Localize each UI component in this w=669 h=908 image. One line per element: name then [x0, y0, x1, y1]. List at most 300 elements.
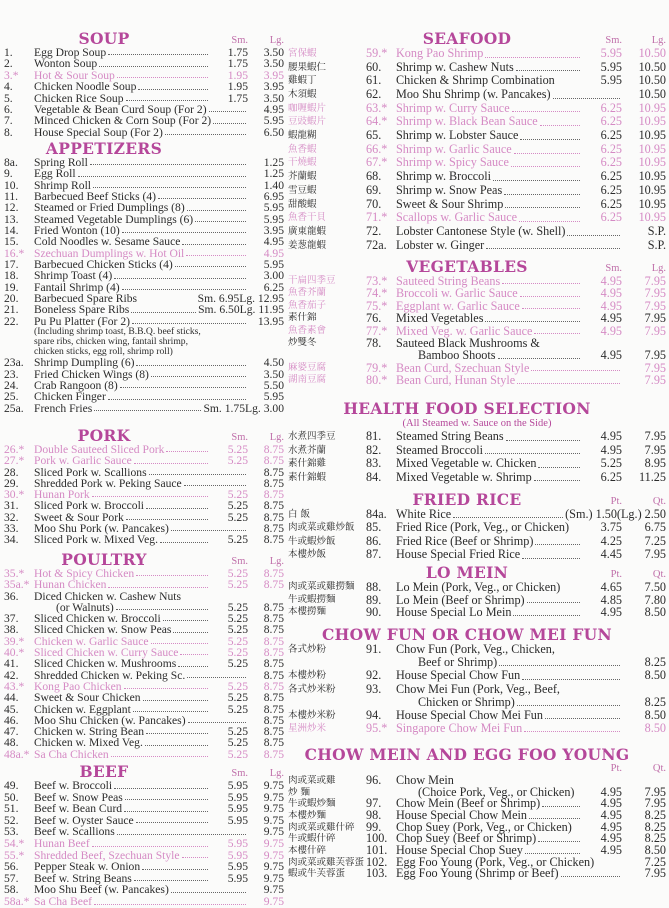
item-name: Barbecued Spare Ribs [34, 292, 138, 306]
price-large: 3.50 [263, 57, 284, 71]
description-line: spare ribs, chicken wing, fantail shrimp, [34, 336, 188, 348]
item-name: Steamed or Fried Dumplings (8) [34, 201, 185, 215]
dot-leader [124, 688, 208, 689]
item-name: Shrimp w. Snow Peas [396, 182, 503, 197]
item-name: Szechuan Dumplings w. Hot Oil [34, 246, 185, 260]
price-large: 7.95 [644, 298, 666, 313]
dot-leader [92, 496, 208, 497]
item-number: 98. [366, 808, 382, 823]
price-small: 5.25 [227, 736, 248, 750]
item-number: 99. [366, 819, 382, 834]
price-large: 5.95 [263, 390, 284, 404]
dot-leader [151, 376, 246, 377]
item-number: 16.* [4, 246, 25, 260]
item-name: Pu Pu Platter (For 2) [34, 314, 130, 328]
section-title: CHOW FUN OR CHOW MEI FUN [322, 625, 612, 644]
price-large: 13.95 [257, 314, 284, 328]
price-large: 3.00 [263, 269, 284, 283]
dot-leader [92, 846, 208, 847]
price-large: 10.50 [638, 87, 666, 102]
dot-leader [171, 530, 246, 531]
price-large: 7.95 [644, 429, 666, 443]
price-small: 4.95 [600, 298, 622, 313]
item-number: 14. [4, 224, 19, 238]
price-large: Lg. 3.00 [245, 401, 284, 415]
item-name: Kong Pao Chicken [34, 679, 122, 693]
menu-item [4, 896, 284, 908]
dot-leader [117, 77, 208, 78]
item-name-continued: Chicken or Shrimp) [418, 694, 515, 709]
price-large: 7.95 [644, 348, 666, 363]
item-name: Egg Foo Young (Shrimp or Beef) [396, 866, 559, 881]
item-name: House Special Lo Mein [396, 605, 512, 620]
chinese-name: 干扁四季豆 [288, 274, 336, 286]
item-name: Barbecued Beef Sticks (4) [34, 190, 157, 204]
dot-leader [520, 139, 580, 140]
price-large: 7.95 [644, 442, 666, 457]
chinese-name: 各式炒粉 [288, 643, 327, 655]
dot-leader [134, 463, 208, 464]
chinese-name: 麻婆豆腐 [288, 361, 327, 373]
item-number: 102. [366, 854, 388, 869]
price-large: 5.95 [263, 212, 284, 226]
price-small: 4.95 [600, 819, 622, 834]
item-number: 21. [4, 303, 19, 317]
menu-item [288, 184, 666, 198]
section-title: POULTRY [61, 550, 147, 569]
item-number: 25. [4, 390, 19, 404]
item-number: 25a. [4, 401, 24, 415]
price-small: 5.25 [227, 499, 248, 513]
menu-item [288, 669, 666, 682]
item-name: Pork w. Garlic Sauce [34, 454, 132, 468]
price-small: 4.25 [600, 533, 622, 548]
item-number: 52. [4, 813, 19, 827]
price-large: 7.95 [644, 273, 666, 288]
item-number: 45. [4, 702, 19, 716]
item-number: 49. [4, 779, 19, 792]
menu-section [4, 427, 284, 546]
price-large: 10.50 [638, 45, 666, 60]
menu-item [288, 457, 666, 471]
item-number: 1. [4, 45, 13, 59]
item-name: Diced Chicken w. Cashew Nuts [34, 589, 182, 603]
price-large: 8.50 [644, 721, 666, 736]
price-small: Sm. 1.75 [203, 401, 246, 415]
price-large: 3.50 [263, 367, 284, 381]
menu-item [288, 143, 666, 157]
price-small: 5.95 [227, 790, 248, 804]
price-large: 7.95 [644, 286, 666, 301]
item-number: 64.* [366, 114, 388, 129]
price-small: 5.25 [227, 567, 248, 580]
item-number: 20. [4, 292, 19, 306]
dot-leader [504, 194, 580, 195]
dot-leader [125, 799, 208, 800]
menu-item [4, 403, 284, 414]
item-name: Fantail Shrimp (4) [34, 280, 120, 294]
dot-leader [182, 244, 246, 245]
item-name: Chop Suey (Beef or Shrimp) [396, 831, 537, 846]
price-large: 5.95 [263, 114, 284, 128]
dot-leader [149, 474, 246, 475]
price-small: 6.25 [600, 182, 622, 197]
price-large: 6.95 [263, 190, 284, 204]
price-large: 6.50 [263, 125, 284, 139]
menu-section [4, 140, 284, 414]
price-small: 1.75 [227, 57, 248, 71]
price-large: 3.95 [263, 224, 284, 238]
item-name: Vegetable & Bean Curd Soup (For 2) [34, 102, 207, 116]
item-number: 61. [366, 73, 382, 88]
item-number: 23a. [4, 356, 24, 370]
dot-leader [182, 857, 208, 858]
item-name: Kong Pao Shrimp [396, 45, 484, 60]
price-large: 8.75 [263, 679, 284, 693]
menu-item [288, 129, 666, 143]
price-small: 4.95 [600, 605, 622, 620]
section-subtitle: (All Steamed w. Sauce on the Side) [402, 418, 552, 429]
price-small: Sm. 6.95 [197, 292, 240, 306]
item-number: 84. [366, 469, 382, 484]
item-number: 31. [4, 499, 19, 513]
dot-leader [117, 834, 246, 835]
price-small: 5.25 [227, 634, 248, 648]
dot-leader [514, 153, 580, 154]
price-large: 3.95 [263, 68, 284, 82]
chinese-name: 本樓什碎 [288, 845, 327, 857]
item-name: Boneless Spare Ribs [34, 303, 130, 317]
chinese-name: 肉或菜或雞 [288, 774, 336, 786]
item-name: Lobster Cantonese Style (w. Shell) [396, 223, 566, 238]
item-number: 96. [366, 772, 382, 787]
dot-leader [108, 54, 208, 55]
item-number: 26.* [4, 443, 25, 456]
menu-item [288, 225, 666, 239]
dot-leader [158, 198, 246, 199]
section-header [4, 763, 284, 780]
item-name: Hot & Sour Soup [34, 68, 115, 82]
section-header [288, 491, 666, 508]
item-name: House Special Chow Mein [396, 808, 527, 823]
item-name: Sliced Pork w. Mixed Veg. [34, 533, 158, 547]
chinese-name: 炒雙冬 [288, 336, 317, 348]
item-number: 8a. [4, 156, 18, 169]
menu-item [288, 444, 666, 458]
menu-section [288, 626, 666, 735]
chinese-name: 雞蝦丁 [288, 75, 317, 87]
column-label-large: Qt. [652, 496, 666, 507]
menu-item [288, 102, 666, 116]
dot-leader [213, 123, 246, 124]
item-name: House Special Chow Mei Fun [396, 707, 543, 722]
item-number: 33. [4, 522, 19, 536]
item-name: Pepper Steak w. Onion [34, 860, 141, 874]
column-label-large: Lg. [651, 263, 666, 274]
price-large: 8.75 [263, 623, 284, 637]
dot-leader [499, 665, 620, 666]
price-small: 5.25 [227, 488, 248, 502]
price-large: 8.50 [644, 605, 666, 620]
item-number: 93. [366, 681, 382, 696]
item-name: Sliced Chicken w. Snow Peas [34, 623, 172, 637]
dot-leader [146, 508, 208, 509]
price-small: 5.95 [227, 871, 248, 885]
item-name: Sliced Chicken w. Broccoli [34, 612, 161, 626]
section-title: LO MEIN [425, 563, 509, 582]
item-number: 67.* [366, 155, 388, 170]
item-name: Scallops w. Garlic Sauce [396, 210, 518, 225]
section-header [288, 564, 666, 581]
menu-item [288, 581, 666, 594]
description-line: chicken sticks, egg roll, shrimp roll) [34, 346, 173, 358]
item-name: Sliced Chicken w. Mushrooms [34, 657, 177, 671]
item-name: Sliced Pork w. Broccoli [34, 499, 145, 513]
item-number: 9. [4, 167, 13, 181]
item-number: 8. [4, 125, 13, 139]
section-header [4, 30, 284, 47]
item-number: 72a. [366, 237, 387, 252]
item-number: 85. [366, 520, 382, 535]
menu-section [4, 30, 284, 138]
item-name: Chow Mein [396, 772, 454, 787]
price-small: 5.25 [227, 702, 248, 716]
dot-leader [166, 451, 208, 452]
chinese-name: 牛或蝦炒麵 [288, 798, 336, 810]
item-number: 39.* [4, 634, 25, 648]
price-small: 4.95 [600, 286, 622, 301]
item-name: Egg Drop Soup [34, 45, 107, 59]
item-number: 44. [4, 691, 19, 705]
dot-leader [175, 266, 246, 267]
dot-leader [517, 383, 620, 384]
item-name: Fried Rice (Beef or Shrimp) [396, 533, 534, 548]
price-large: 8.75 [263, 657, 284, 671]
price-large: 9.75 [263, 790, 284, 804]
section-title: PORK [77, 426, 131, 445]
item-name: Chow Mein (Beef or Shrimp) [396, 796, 541, 811]
item-number: 11. [4, 190, 19, 204]
item-number: 3.* [4, 68, 19, 82]
menu-item [288, 722, 666, 735]
item-number: 40.* [4, 646, 25, 660]
price-large: 8.25 [644, 831, 666, 846]
dot-leader [542, 806, 580, 807]
item-number: 51. [4, 802, 19, 816]
item-number: 23. [4, 367, 19, 381]
item-number: 41. [4, 657, 19, 671]
menu-section [288, 30, 666, 252]
item-number: 17. [4, 258, 19, 272]
dot-leader [187, 677, 246, 678]
item-name: House Special Chow Fun [396, 668, 521, 683]
price-large: 9.75 [263, 894, 284, 908]
menu-item [288, 47, 666, 61]
dot-leader [165, 134, 246, 135]
dot-leader [120, 387, 246, 388]
item-number: 38. [4, 623, 19, 637]
price-small: 6.25 [600, 100, 622, 115]
item-number: 12. [4, 201, 19, 215]
price-small: 5.25 [227, 679, 248, 693]
item-number: 4. [4, 80, 13, 94]
price-large: 8.75 [263, 612, 284, 626]
item-number: 87. [366, 547, 382, 562]
chinese-name: 雪豆蝦 [288, 184, 317, 196]
price-large: 1.40 [263, 178, 284, 192]
menu-item [288, 61, 666, 75]
price-small: 5.95 [227, 836, 248, 850]
price-large: 6.75 [644, 520, 666, 535]
price-small: (Sm.) 1.50 [565, 506, 617, 521]
menu-item [288, 866, 666, 881]
price-small: 5.25 [227, 623, 248, 637]
dot-leader [520, 296, 580, 297]
item-name: Chow Fun (Pork, Veg., Chicken, [396, 641, 555, 656]
chinese-name: 牛或蝦撈麵 [288, 593, 336, 605]
dot-leader [534, 333, 580, 334]
dot-leader [511, 166, 580, 167]
price-small: 3.75 [600, 520, 622, 535]
price-small: 4.95 [600, 796, 622, 811]
item-name: White Rice [396, 506, 452, 521]
menu-item [4, 357, 284, 368]
price-large: 1.25 [263, 156, 284, 169]
item-number: 74.* [366, 286, 388, 301]
menu-item [288, 471, 666, 485]
item-name: Double Sauteed Sliced Pork [34, 443, 165, 456]
menu-item [288, 312, 666, 324]
price-large: 8.75 [263, 476, 284, 490]
item-number: 89. [366, 592, 382, 607]
item-name: Sa Cha Beef [34, 894, 92, 908]
section-header [4, 140, 284, 157]
chinese-name: 蝦或牛芙蓉蛋 [288, 868, 346, 880]
price-large: 8.75 [263, 600, 284, 614]
item-name: Shrimp Dumpling (6) [34, 356, 135, 370]
item-number: 46. [4, 713, 19, 727]
price-small: 5.25 [227, 454, 248, 468]
menu-item [4, 838, 284, 850]
item-number: 19. [4, 280, 19, 294]
section-title: SOUP [78, 29, 130, 48]
price-large: 3.95 [263, 80, 284, 94]
price-large: 8.75 [263, 713, 284, 727]
price-small: 5.95 [227, 860, 248, 874]
item-name: Shrimp Toast (4) [34, 269, 113, 283]
chinese-name: 咖喱蝦片 [288, 102, 327, 114]
dot-leader [187, 210, 246, 211]
item-number: 83. [366, 456, 382, 471]
dot-leader [126, 519, 208, 520]
dot-leader [195, 221, 246, 222]
item-number: 27.* [4, 454, 25, 468]
dot-leader [178, 666, 208, 667]
price-small: 4.95 [600, 273, 622, 288]
item-name: Sauteed String Beans [396, 273, 501, 288]
item-number: 48. [4, 736, 19, 750]
item-name: Shrimp w. Cashew Nuts [396, 59, 514, 74]
dot-leader [151, 643, 209, 644]
item-name: Wonton Soup [34, 57, 98, 71]
section-header [288, 626, 666, 643]
dot-leader [122, 289, 246, 290]
chinese-name: 魚香干貝 [288, 212, 327, 224]
dot-leader [493, 180, 580, 181]
item-number: 101. [366, 843, 388, 858]
price-large: 8.75 [263, 510, 284, 524]
item-number: 43.* [4, 679, 25, 693]
dot-leader [485, 57, 580, 58]
item-name: Sliced Pork w. Scallions [34, 465, 147, 479]
chinese-name: 白 飯 [288, 508, 311, 520]
chinese-name: 牛或蝦炒飯 [288, 535, 336, 547]
column-label-small: Pt. [610, 763, 622, 774]
item-number: 90. [366, 605, 382, 620]
item-name: Bean Curd, Szechuan Style [396, 360, 530, 375]
dot-leader [171, 892, 246, 893]
menu-item [4, 534, 284, 545]
dot-leader [453, 517, 563, 518]
dot-leader [519, 221, 580, 222]
dot-leader [94, 904, 246, 905]
item-number: 56. [4, 860, 19, 874]
column-label-large: Qt. [652, 763, 666, 774]
item-name: Hunan Pork [34, 488, 90, 502]
price-large: 8.75 [263, 533, 284, 547]
price-large: 10.95 [638, 210, 666, 225]
price-small: 6.25 [600, 196, 622, 211]
price-small: 1.95 [227, 68, 248, 82]
section-header [4, 551, 284, 568]
item-name: Sweet & Sour Chicken [34, 691, 141, 705]
chinese-name: 蝦龍糊 [288, 130, 317, 142]
column-label-small: Sm. [231, 35, 248, 46]
dot-leader [485, 453, 580, 454]
dot-leader [522, 558, 580, 559]
dot-leader [94, 410, 201, 411]
column-label-small: Pt. [610, 496, 622, 507]
price-large: S.P. [647, 237, 666, 252]
item-name: Fried Rice (Pork, Veg., or Chicken) [396, 520, 570, 535]
chinese-name: 魚香蝦 [288, 143, 317, 155]
menu-item [4, 749, 284, 760]
price-large: 7.25 [644, 533, 666, 548]
chinese-name: 肉或菜或雞撈麵 [288, 581, 355, 592]
chinese-name: 木須蝦 [288, 89, 317, 101]
column-label-small: Pt. [610, 569, 622, 580]
menu-item [288, 287, 666, 299]
menu-item [4, 455, 284, 466]
item-number: 92. [366, 668, 382, 683]
dot-leader [506, 440, 580, 441]
dot-leader [163, 620, 208, 621]
item-name: Beef w. Broccoli [34, 779, 113, 792]
column-label-large: Lg. [269, 432, 284, 443]
chinese-name: 干燒蝦 [288, 157, 317, 169]
menu-item [288, 88, 666, 102]
dot-leader [524, 731, 620, 732]
price-large: 7.95 [644, 784, 666, 799]
menu-item [288, 74, 666, 88]
item-number: 36. [4, 589, 19, 603]
price-large: 8.75 [263, 646, 284, 660]
dot-leader [184, 485, 246, 486]
price-small: 1.95 [227, 80, 248, 94]
dot-leader [485, 321, 580, 322]
column-label-small: Sm. [231, 768, 248, 779]
chinese-name: 素什錦雞 [288, 458, 327, 470]
